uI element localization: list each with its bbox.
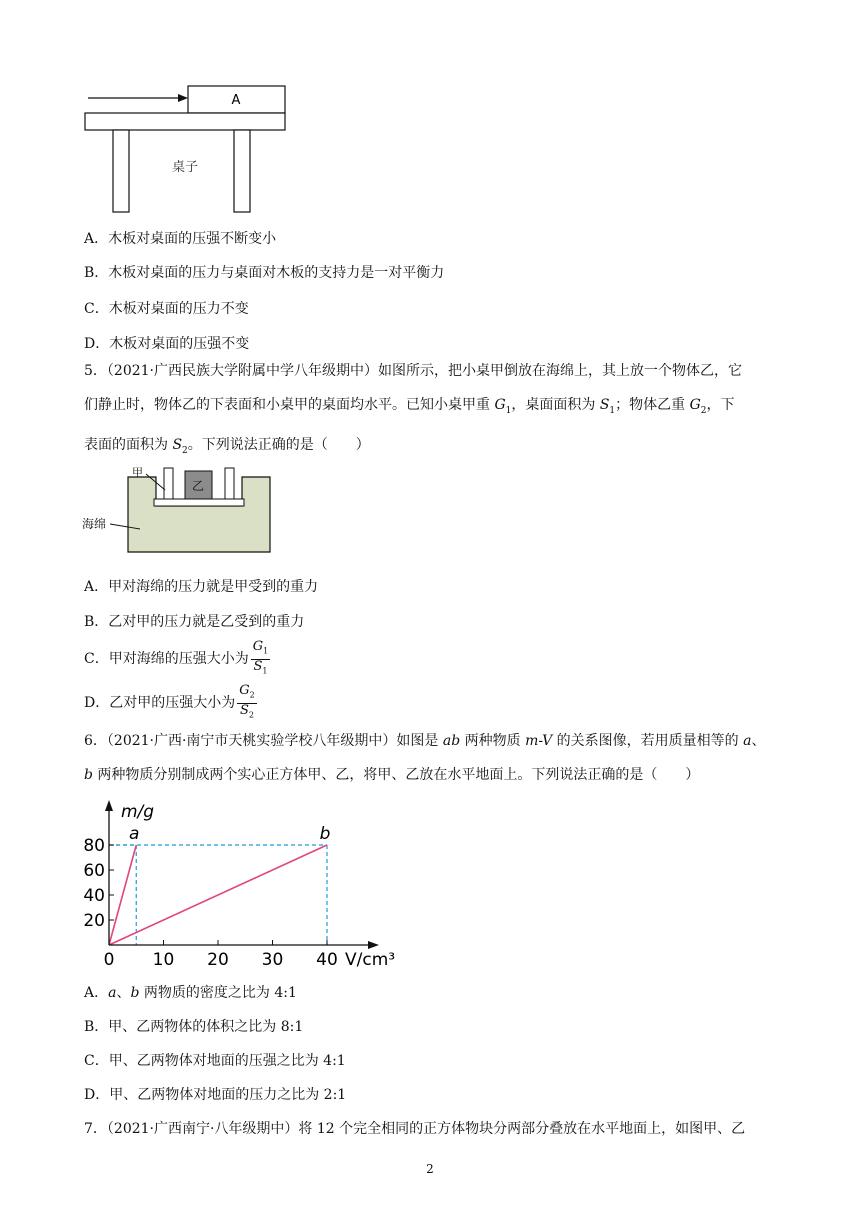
q5-line3: 表面的面积为 $S_2$。下列说法正确的是（ ） — [84, 436, 370, 456]
x-tick-label: 0 — [103, 950, 115, 970]
table-jia-top — [154, 499, 244, 506]
q5-option-d: D．乙对甲的压强大小为 $\frac{G_2}{S_2}$ — [84, 684, 257, 722]
x-axis-label: V/cm³ — [345, 950, 396, 970]
page-number: 2 — [426, 1162, 434, 1176]
jia-label: 甲 — [132, 466, 143, 479]
x-tick-label: 10 — [152, 950, 175, 970]
q6-line1: 6．（2021·广西·南宁市天桃实验学校八年级期中）如图是 ab 两种物质 m-V 的关系图像，若用质量相等的 a、 — [84, 733, 766, 749]
x-axis-arrow — [368, 941, 379, 949]
y-axis-arrow — [105, 800, 113, 811]
y-tick-label: 60 — [83, 861, 105, 881]
sponge-figure — [80, 462, 280, 557]
q5-option-a: A．甲对海绵的压力就是甲受到的重力 — [84, 579, 319, 595]
q5-option-b: B．乙对甲的压力就是乙受到的重力 — [84, 614, 305, 630]
object-yi-label: 乙 — [191, 479, 205, 493]
x-tick-label: 40 — [316, 950, 338, 970]
q4-option-d: D．木板对桌面的压强不变 — [84, 336, 250, 352]
q6-option-b: B．甲、乙两物体的体积之比为 8:1 — [84, 1019, 304, 1035]
table-figure — [80, 80, 300, 220]
q4-option-c: C．木板对桌面的压力不变 — [84, 301, 249, 317]
q5-option-c: C．甲对海绵的压强大小为 $\frac{G_1}{S_1}$ — [84, 640, 270, 678]
series-label-b: b — [319, 824, 331, 844]
q6-option-c: C．甲、乙两物体对地面的压强之比为 4:1 — [84, 1053, 346, 1069]
y-tick-label: 80 — [83, 836, 105, 856]
fraction-g1-s1: $\frac{G_1}{S_1}$ — [252, 639, 269, 676]
q5-line1: 5．（2021·广西民族大学附属中学八年级期中）如图所示，把小桌甲倒放在海绵上，其上放一个物体乙，它 — [84, 363, 742, 379]
y-tick-label: 20 — [83, 911, 105, 931]
y-axis-label: m/g — [121, 802, 155, 822]
table-leg-right — [234, 130, 250, 212]
q6-line2: b 两种物质分别制成两个实心正方体甲、乙，将甲、乙放在水平地面上。下列说法正确的是（ ） — [84, 767, 700, 783]
q6-stem — [84, 724, 784, 792]
x-tick-label: 30 — [261, 950, 284, 970]
q4-option-b: B．木板对桌面的压力与桌面对木板的支持力是一对平衡力 — [84, 265, 445, 281]
sponge-label: 海绵 — [82, 517, 107, 531]
table-top — [85, 113, 285, 130]
table-label: 桌子 — [171, 160, 199, 175]
table-jia-leg-right — [225, 468, 234, 499]
x-tick-label: 20 — [207, 950, 229, 970]
fraction-g2-s2: $\frac{G_2}{S_2}$ — [239, 683, 255, 720]
series-label-a: a — [129, 824, 140, 844]
mv-chart — [76, 790, 406, 976]
q5-stem — [84, 354, 784, 468]
series-line-b — [109, 845, 327, 945]
table-leg-left — [113, 130, 129, 212]
q6-option-a: A．a、b 两物质的密度之比为 4:1 — [84, 985, 297, 1001]
block-a-label: A — [231, 93, 241, 108]
push-arrow-head — [178, 94, 188, 102]
table-jia-leg-left — [164, 468, 173, 499]
q7-line1: 7．（2021·广西南宁·八年级期中）将 12 个完全相同的正方体物块分两部分叠放在水平地面上，如图甲、乙 — [84, 1121, 746, 1137]
q5-line2: 们静止时，物体乙的下表面和小桌甲的桌面均水平。已知小桌甲重 $G_1$，桌面面积为 $S_1$；物体乙重 $G_2$，下 — [84, 397, 735, 416]
y-tick-label: 40 — [83, 886, 105, 906]
q4-option-a: A．木板对桌面的压强不断变小 — [84, 231, 277, 247]
q6-option-d: D．甲、乙两物体对地面的压力之比为 2:1 — [84, 1087, 347, 1103]
